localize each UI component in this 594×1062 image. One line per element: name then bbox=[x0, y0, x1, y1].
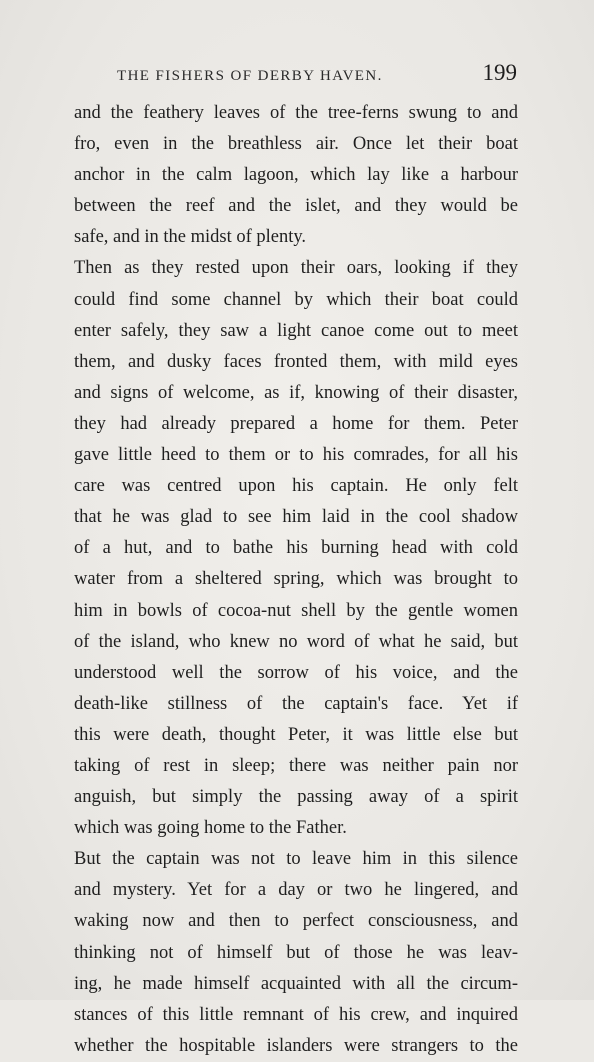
text-line: waking now and then to perfect consciousness, and bbox=[74, 911, 518, 932]
page-header bbox=[72, 58, 517, 94]
text-line: between the reef and the islet, and they would be bbox=[74, 196, 518, 217]
text-line: water from a sheltered spring, which was brought to bbox=[74, 569, 518, 590]
text-line: of the island, who knew no word of what he said, but bbox=[74, 631, 518, 652]
running-head: THE FISHERS OF DERBY HAVEN. bbox=[117, 68, 383, 84]
text-line: Then as they rested upon their oars, looking if they bbox=[74, 258, 518, 279]
text-line: But the captain was not to leave him in this silence bbox=[74, 849, 518, 870]
text-line: taking of rest in sleep; there was neither pain nor bbox=[74, 755, 518, 776]
text-line: whether the hospitable islanders were strangers to the bbox=[74, 1035, 518, 1056]
text-line: thinking not of himself but of those he was leav- bbox=[74, 942, 518, 963]
page-number: 199 bbox=[482, 60, 517, 85]
text-line: death-like stillness of the captain's face. Yet if bbox=[74, 693, 518, 714]
text-line: and mystery. Yet for a day or two he lingered, and bbox=[74, 880, 518, 901]
text-line: enter safely, they saw a light canoe come out to meet bbox=[74, 320, 518, 341]
text-line: anguish, but simply the passing away of a spirit bbox=[74, 787, 518, 808]
text-line: stances of this little remnant of his crew, and inquired bbox=[74, 1004, 518, 1025]
text-line: understood well the sorrow of his voice, and the bbox=[74, 662, 518, 683]
text-line: of a hut, and to bathe his burning head with cold bbox=[74, 538, 518, 559]
text-line: him in bowls of cocoa-nut shell by the gentle women bbox=[74, 600, 518, 621]
text-line: them, and dusky faces fronted them, with mild eyes bbox=[74, 351, 518, 372]
text-line: gave little heed to them or to his comrades, for all his bbox=[74, 445, 518, 466]
text-line: that he was glad to see him laid in the cool shadow bbox=[74, 507, 518, 528]
text-line: and the feathery leaves of the tree-ferns swung to and bbox=[74, 103, 518, 123]
text-line: could find some channel by which their boat could bbox=[74, 289, 518, 310]
text-line: fro, even in the breathless air. Once let their boat bbox=[74, 134, 518, 155]
text-line: this were death, thought Peter, it was little else but bbox=[74, 724, 518, 745]
text-line: which was going home to the Father. bbox=[74, 818, 347, 839]
text-line: safe, and in the midst of plenty. bbox=[74, 227, 307, 248]
body-text bbox=[74, 98, 518, 1062]
text-line: and signs of welcome, as if, knowing of their disaster, bbox=[74, 382, 518, 403]
text-line: they had already prepared a home for them. Peter bbox=[74, 413, 518, 434]
text-line: anchor in the calm lagoon, which lay like a harbour bbox=[74, 165, 518, 186]
text-line: ing, he made himself acquainted with all the circum- bbox=[74, 973, 518, 994]
text-line: care was centred upon his captain. He only felt bbox=[74, 476, 518, 497]
